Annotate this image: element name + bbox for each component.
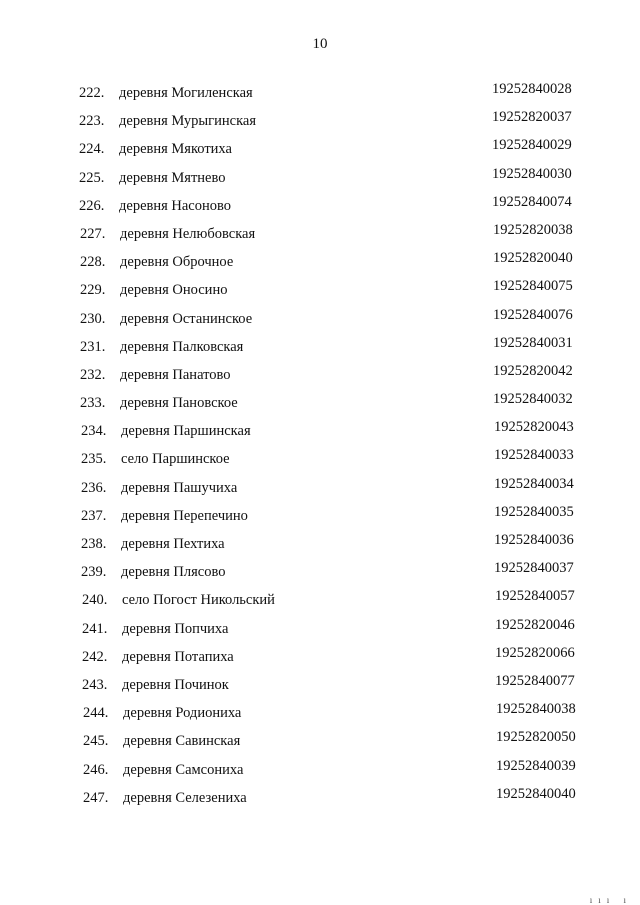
list-row bbox=[0, 249, 640, 277]
list-row bbox=[0, 108, 640, 136]
settlement-name: деревня Палковская bbox=[120, 338, 244, 355]
okato-code: 19252840034 bbox=[494, 475, 574, 492]
okato-code: 19252840030 bbox=[492, 165, 572, 182]
okato-code: 19252820043 bbox=[494, 419, 574, 436]
settlement-name: деревня Починок bbox=[122, 676, 229, 693]
row-number: 229. bbox=[80, 282, 106, 299]
list-row bbox=[0, 531, 640, 559]
row-number: 237. bbox=[81, 507, 107, 524]
list-row bbox=[0, 559, 640, 587]
row-number: 231. bbox=[80, 338, 106, 355]
row-number: 226. bbox=[79, 197, 105, 214]
row-number: 244. bbox=[83, 705, 109, 722]
row-number: 240. bbox=[82, 592, 108, 609]
okato-code: 19252840032 bbox=[493, 391, 573, 408]
okato-code: 19252840028 bbox=[492, 81, 572, 97]
settlement-name: деревня Потапиха bbox=[122, 648, 234, 665]
row-number: 242. bbox=[82, 648, 108, 665]
okato-code: 19252840039 bbox=[496, 757, 576, 774]
okato-code: 19252820037 bbox=[492, 109, 572, 126]
okato-code: 19252840029 bbox=[492, 137, 572, 154]
settlement-name: деревня Могиленская bbox=[119, 85, 253, 101]
list-row bbox=[0, 616, 640, 644]
settlement-name: деревня Мякотиха bbox=[119, 141, 232, 158]
okato-code: 19252840077 bbox=[495, 672, 575, 689]
okato-code: 19252820042 bbox=[493, 362, 573, 379]
list-row bbox=[0, 165, 640, 193]
okato-code: 19252840057 bbox=[495, 588, 575, 605]
row-number: 238. bbox=[81, 536, 107, 552]
settlement-name: деревня Савинская bbox=[123, 733, 241, 750]
okato-code: 19252840037 bbox=[494, 560, 574, 577]
list-row bbox=[0, 362, 640, 390]
list-row bbox=[0, 672, 640, 700]
row-number: 243. bbox=[82, 676, 108, 693]
row-number: 232. bbox=[80, 366, 106, 383]
list-row bbox=[0, 587, 640, 615]
okato-code: 19252840074 bbox=[492, 193, 572, 210]
okato-code: 19252820066 bbox=[495, 644, 575, 661]
list-row bbox=[0, 503, 640, 531]
list-row bbox=[0, 785, 640, 813]
okato-code: 19252820038 bbox=[493, 221, 573, 238]
okato-code: 19252840035 bbox=[494, 503, 574, 520]
scan-marks: ııı ı bbox=[589, 895, 632, 905]
row-number: 228. bbox=[80, 254, 106, 271]
settlement-name: деревня Останинское bbox=[120, 310, 253, 327]
page-number: 10 bbox=[312, 36, 328, 52]
settlement-list bbox=[0, 80, 640, 813]
settlement-name: деревня Мурыгинская bbox=[119, 113, 257, 130]
okato-code: 19252840075 bbox=[493, 278, 573, 295]
settlement-name: село Паршинское bbox=[121, 451, 230, 468]
okato-code: 19252840031 bbox=[493, 334, 573, 351]
row-number: 245. bbox=[83, 733, 109, 750]
settlement-name: деревня Пановское bbox=[120, 395, 238, 412]
settlement-name: деревня Мятнево bbox=[119, 169, 226, 186]
settlement-name: деревня Оносино bbox=[120, 282, 228, 299]
list-row bbox=[0, 700, 640, 728]
okato-code: 19252820050 bbox=[496, 729, 576, 746]
row-number: 235. bbox=[81, 451, 107, 468]
row-number: 224. bbox=[79, 141, 105, 158]
row-number: 230. bbox=[80, 310, 106, 327]
list-row bbox=[0, 277, 640, 305]
okato-code: 19252840076 bbox=[493, 306, 573, 323]
settlement-name: деревня Паршинская bbox=[121, 423, 251, 440]
row-number: 233. bbox=[80, 395, 106, 412]
settlement-name: село Погост Никольский bbox=[122, 592, 275, 609]
row-number: 236. bbox=[81, 479, 107, 496]
row-number: 241. bbox=[82, 620, 108, 637]
row-number: 222. bbox=[79, 85, 105, 101]
row-number: 246. bbox=[83, 761, 109, 778]
list-row bbox=[0, 418, 640, 446]
row-number: 225. bbox=[79, 169, 105, 186]
row-number: 223. bbox=[79, 113, 105, 130]
okato-code: 19252820040 bbox=[493, 250, 573, 267]
row-number: 239. bbox=[81, 564, 107, 581]
list-row bbox=[0, 446, 640, 474]
okato-code: 19252840036 bbox=[494, 532, 574, 548]
settlement-name: деревня Оброчное bbox=[120, 254, 234, 271]
row-number: 234. bbox=[81, 423, 107, 440]
list-row bbox=[0, 80, 640, 108]
list-row bbox=[0, 221, 640, 249]
list-row bbox=[0, 644, 640, 672]
list-row bbox=[0, 475, 640, 503]
list-row bbox=[0, 306, 640, 334]
row-number: 227. bbox=[80, 225, 106, 242]
settlement-name: деревня Нелюбовская bbox=[120, 225, 256, 242]
list-row bbox=[0, 136, 640, 164]
list-row bbox=[0, 390, 640, 418]
settlement-name: деревня Перепечино bbox=[121, 507, 248, 524]
settlement-name: деревня Насоново bbox=[119, 197, 231, 214]
okato-code: 19252840038 bbox=[496, 701, 576, 718]
settlement-name: деревня Плясово bbox=[121, 564, 226, 581]
list-row bbox=[0, 728, 640, 756]
list-row bbox=[0, 193, 640, 221]
settlement-name: деревня Родиониха bbox=[123, 705, 242, 722]
settlement-name: деревня Пашучиха bbox=[121, 479, 238, 496]
row-number: 247. bbox=[83, 789, 109, 806]
list-row bbox=[0, 334, 640, 362]
settlement-name: деревня Панатово bbox=[120, 366, 231, 383]
settlement-name: деревня Самсониха bbox=[123, 761, 244, 778]
settlement-name: деревня Пехтиха bbox=[121, 536, 225, 552]
settlement-name: деревня Селезениха bbox=[123, 789, 247, 806]
settlement-name: деревня Попчиха bbox=[122, 620, 229, 637]
okato-code: 19252840033 bbox=[494, 447, 574, 464]
okato-code: 19252840040 bbox=[496, 785, 576, 802]
okato-code: 19252820046 bbox=[495, 616, 575, 633]
list-row bbox=[0, 757, 640, 785]
